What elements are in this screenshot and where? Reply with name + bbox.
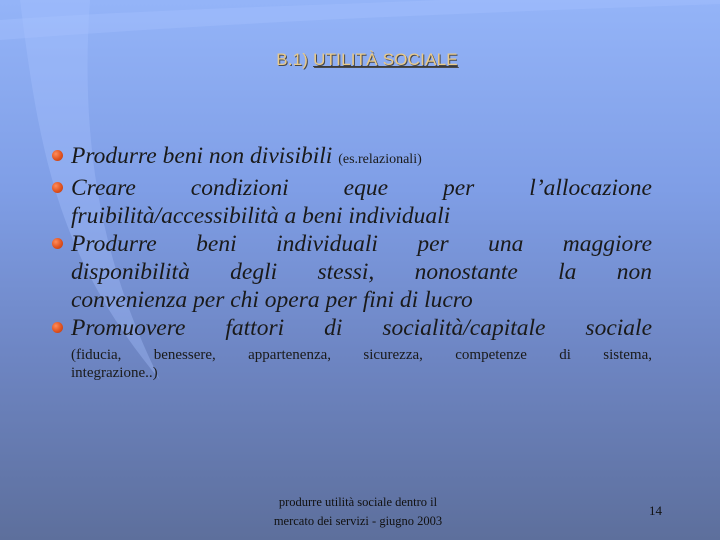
bullet-list bbox=[52, 142, 652, 382]
title-prefix: B.1) bbox=[276, 50, 314, 69]
slide-footer bbox=[258, 493, 458, 531]
footer-line: mercato dei servizi - giugno 2003 bbox=[273, 514, 443, 528]
bullet-line bbox=[71, 142, 652, 174]
bullet-subline: (fiducia, benessere, appartenenza, sicurezza, competenze di sistema, bbox=[71, 347, 652, 363]
bullet-dot-icon bbox=[52, 182, 63, 193]
bullet-line: fruibilità/accessibilità a beni individuali bbox=[71, 203, 451, 229]
bullet-line: Promuovere fattori di socialità/capitale sociale bbox=[71, 315, 652, 341]
bullet-dot-icon bbox=[52, 238, 63, 249]
bullet-text: Produrre beni non divisibili bbox=[71, 143, 339, 169]
bullet-subline: integrazione..) bbox=[71, 365, 158, 381]
bullet-line: convenienza per chi opera per fini di lucro bbox=[71, 287, 473, 313]
bullet-line: Creare condizioni eque per l’allocazione bbox=[71, 175, 652, 201]
bullet-line: Produrre beni individuali per una maggiore bbox=[71, 231, 652, 257]
page-number: 14 bbox=[649, 503, 662, 518]
bullet-item-1 bbox=[52, 142, 652, 174]
bullet-note: (es.relazionali) bbox=[338, 152, 422, 167]
slide-title bbox=[0, 50, 720, 70]
title-underlined: UTILITÀ SOCIALE bbox=[313, 50, 458, 69]
bullet-item-2 bbox=[52, 174, 652, 230]
bullet-dot-icon bbox=[52, 322, 63, 333]
bullet-line: disponibilità degli stessi, nonostante la non bbox=[71, 259, 652, 285]
bullet-dot-icon bbox=[52, 150, 63, 161]
footer-line: produrre utilità sociale dentro il bbox=[278, 495, 438, 509]
bullet-item-4 bbox=[52, 314, 652, 382]
bullet-item-3 bbox=[52, 230, 652, 314]
